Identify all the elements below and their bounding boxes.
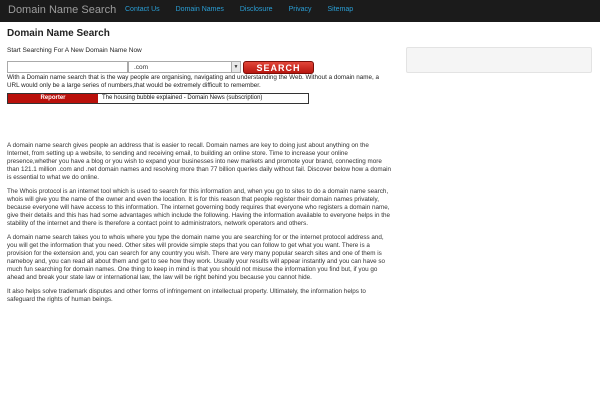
top-navbar [0, 0, 600, 22]
ticker-news-link[interactable]: The housing bubble explained - Domain News (subscription) [102, 95, 263, 101]
domain-search-form [7, 61, 393, 74]
search-button[interactable]: SEARCH [243, 61, 314, 74]
news-ticker [7, 93, 309, 104]
nav-link-privacy[interactable]: Privacy [288, 6, 312, 13]
nav-link-domain-names[interactable]: Domain Names [175, 6, 224, 13]
ticker-label: Reporter [8, 94, 98, 103]
nav-link-sitemap[interactable]: Sitemap [327, 6, 354, 13]
domain-name-input[interactable] [7, 61, 128, 73]
article-paragraph: The Whois protocol is an internet tool which is used to search for this information and, when you go to sites to do a domain name search, whois will give you the name of the owner and even the location. It is for this reason that people register their domain names privately, because everyone will have access to this information. The internet governing body requires that everyone who registers a domain name, give their details and this has had some advantages which include the following. Having the information available to everyone helps in the stability of the internet and there is therefore a contact point to administrators, network operators and others. [7, 188, 390, 227]
tld-selected-value: .com [134, 64, 149, 71]
main-content [7, 27, 393, 303]
article-body [7, 142, 393, 310]
intro-text: With a Domain name search that is the way people are organising, navigating and understanding the Web. Without a domain name, a URL would only be a large series of numbers,that would be extremely difficult to remember. [7, 74, 379, 89]
nav-link-contact-us[interactable]: Contact Us [125, 6, 160, 13]
nav-links [117, 0, 361, 22]
page-subtitle: Start Searching For A New Domain Name Now [7, 47, 142, 54]
article-paragraph: A domain name search gives people an address that is easier to recall. Domain names are key to doing just about anything on the Internet, from setting up a website, to sending and receiving email, to building an online store. Time to increase your online presence,whether you have a blog or you wish to expand your businesses into new markets and promote your brand, connecting more than 121.1 million .com and .net domain names and resolving more than 77 billion queries daily without fail. Discover below how a domain is essential to what we do online. [7, 142, 391, 181]
sidebar-well [406, 47, 592, 73]
site-brand[interactable]: Domain Name Search [8, 4, 117, 16]
page-title: Domain Name Search [7, 28, 110, 39]
chevron-down-icon: ▼ [231, 62, 240, 72]
article-paragraph: A domain name search takes you to whois where you type the domain name you are searching for or the internet protocol address and, you will get the information that you need. Other sites will provide simple steps that you can follow to get what you want. There is a provision for the extension and, you can search for any country you wish. There are very many popular search sites and one of them is nameboy and, you can read all about them and get to see how they work. Usually your results will appear instantly and you can have so much fun searching for domain names. One thing to keep in mind is that you should not misuse the information you find but, if you go ahead and break your state law or international law, the law will be right behind you because you cannot hide. [7, 234, 386, 281]
tld-select[interactable] [128, 61, 241, 73]
article-paragraph: It also helps solve trademark disputes and other forms of infringement on intellectual property. Ultimately, the information helps to safeguard the rights of human beings. [7, 288, 366, 303]
nav-link-disclosure[interactable]: Disclosure [239, 6, 273, 13]
